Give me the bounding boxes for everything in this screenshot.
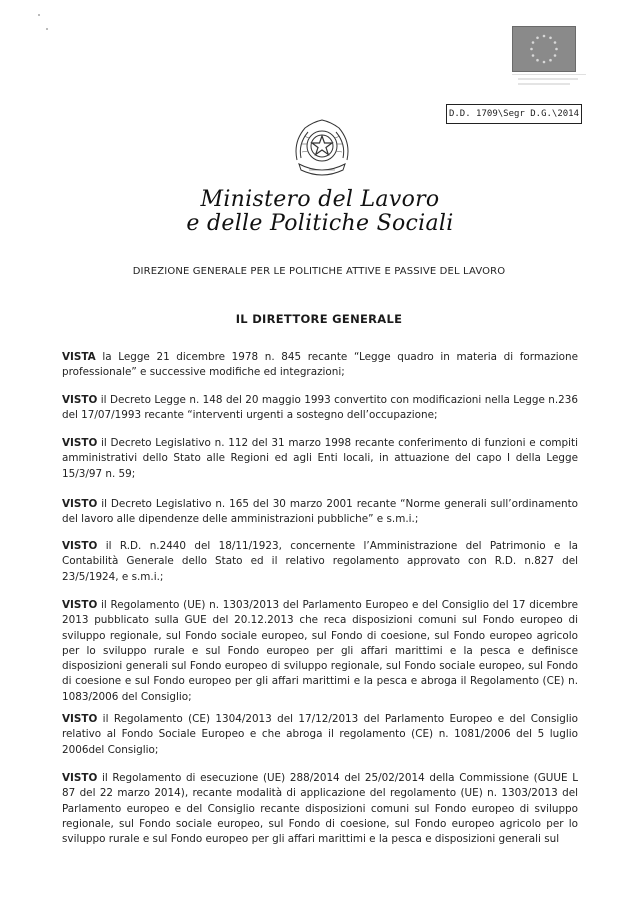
ministry-line-2: e delle Politiche Sociali: [186, 211, 454, 236]
ministry-line-1: Ministero del Lavoro: [200, 187, 440, 212]
recital-lead: VISTO: [62, 599, 98, 611]
republic-emblem: [287, 116, 357, 182]
recital-paragraph: [62, 771, 578, 847]
recital-lead: VISTA: [62, 351, 96, 363]
recital-paragraph: [62, 712, 578, 758]
recital-lead: VISTO: [62, 713, 98, 725]
scan-speck: [46, 28, 48, 30]
recital-lead: VISTO: [62, 394, 98, 406]
eu-caption: [512, 74, 586, 91]
protocol-number: D.D. 1709\Segr D.G.\2014: [446, 104, 582, 124]
recital-lead: VISTO: [62, 498, 98, 510]
recital-paragraph: [62, 350, 578, 381]
recital-paragraph: [62, 539, 578, 585]
ministry-name: [150, 188, 490, 236]
recital-paragraph: [62, 598, 578, 705]
scan-speck: [38, 14, 40, 16]
recital-text: il Decreto Legislativo n. 165 del 30 marzo 2001 recante “Norme generali sull’ordinamento del lavoro alle dipendenze delle amministrazioni pubbliche” e s.m.i.;: [62, 498, 578, 526]
recital-text: il Regolamento (CE) 1304/2013 del 17/12/2013 del Parlamento Europeo e del Consiglio relativo al Fondo Sociale Europeo e che abroga il regolamento (CE) n. 1081/2006 del 5 luglio 2006del Consiglio;: [62, 713, 578, 756]
recital-text: la Legge 21 dicembre 1978 n. 845 recante “Legge quadro in materia di formazione professionale” e successive modifiche ed integrazioni;: [62, 351, 578, 379]
recital-paragraph: [62, 393, 578, 424]
recital-text: il Decreto Legislativo n. 112 del 31 marzo 1998 recante conferimento di funzioni e compiti amministrativi dello Stato alle Regioni ed agli Enti locali, in attuazione del capo I della Legge 15/3/97 n. 59;: [62, 437, 578, 480]
recital-text: il Decreto Legge n. 148 del 20 maggio 1993 convertito con modificazioni nella Legge n.236 del 17/07/1993 recante “interventi urgenti a sostegno dell’occupazione;: [62, 394, 578, 422]
directorate-title: DIREZIONE GENERALE PER LE POLITICHE ATTIVE E PASSIVE DEL LAVORO: [132, 266, 506, 277]
recital-text: il R.D. n.2440 del 18/11/1923, concernente l’Amministrazione del Patrimonio e la Contabilità Generale dello Stato ed il relativo regolamento approvato con R.D. n.827 del 23/5/1924, e s.m.i.;: [62, 540, 578, 583]
recital-lead: VISTO: [62, 437, 98, 449]
recital-text: il Regolamento (UE) n. 1303/2013 del Parlamento Europeo e del Consiglio del 17 dicembre 2013 pubblicato sulla GUE del 20.12.2013 che reca disposizioni comuni sul Fondo europeo di sviluppo regionale, sul Fondo sociale europeo, sul Fondo di coesione, sul Fondo europeo agricolo per lo sviluppo rurale e sul Fondo europeo per gli affari marittimi e la pesca e definisce disposizioni generali sul Fondo europeo di sviluppo regionale, sul Fondo sociale europeo, sul Fondo di coesione e sul Fondo europeo per gli affari marittimi e la pesca e abroga il Regolamento (CE) n. 1083/2006 del Consiglio;: [62, 599, 578, 703]
recital-paragraph: [62, 497, 578, 528]
document-heading: IL DIRETTORE GENERALE: [235, 312, 403, 326]
recital-text: il Regolamento di esecuzione (UE) 288/2014 del 25/02/2014 della Commissione (GUUE L 87 del 22 marzo 2014), recante modalità di applicazione del regolamento (UE) n. 1303/2013 del Parlamento europeo e del Consiglio recante disposizioni comuni sul Fondo europeo di sviluppo regionale, sul Fondo sociale europeo, sul Fondo di coesione, sul Fondo europeo agricolo per lo sviluppo rurale e sul Fondo europeo per gli affari marittimi e la pesca e disposizioni generali sul: [62, 772, 578, 846]
recital-lead: VISTO: [62, 772, 98, 784]
recital-paragraph: [62, 436, 578, 482]
eu-flag-logo: [512, 26, 576, 72]
recital-lead: VISTO: [62, 540, 98, 552]
